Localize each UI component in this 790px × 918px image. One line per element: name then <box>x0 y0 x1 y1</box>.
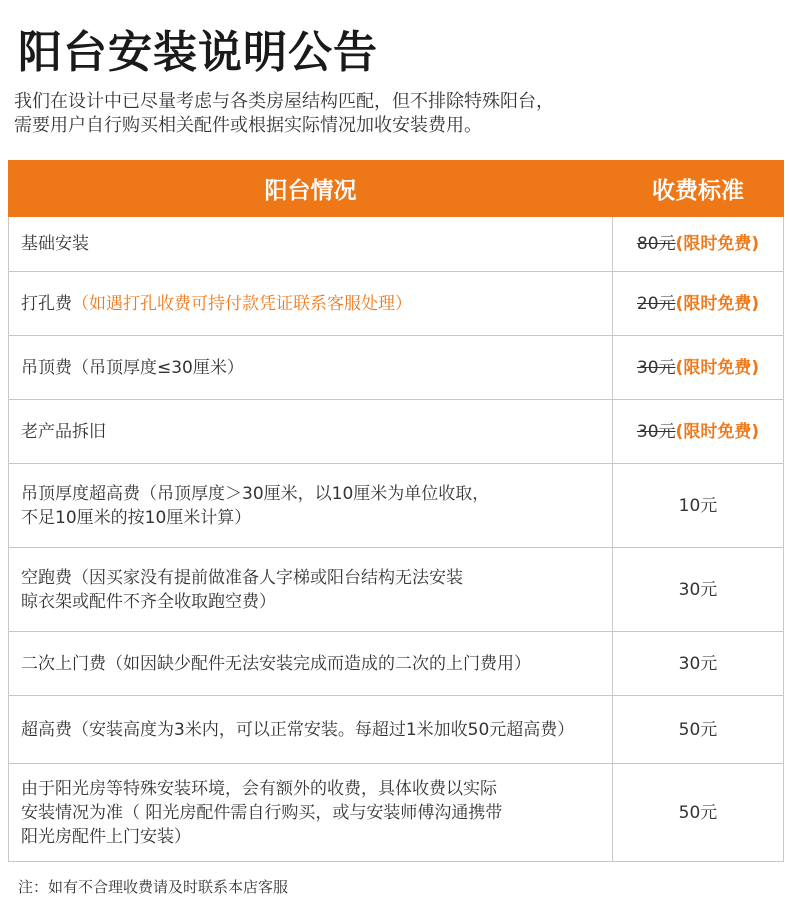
header-item: 阳台情况 <box>9 161 613 217</box>
row-item-text: 老产品拆旧 <box>21 421 106 442</box>
original-price: 80元 <box>636 234 676 254</box>
table-row <box>9 400 784 464</box>
price: 10元 <box>678 495 718 516</box>
row-item <box>9 272 613 336</box>
table-row <box>9 272 784 336</box>
table-row <box>9 632 784 696</box>
header-fee: 收费标准 <box>613 161 784 217</box>
price: 50元 <box>678 802 718 823</box>
free-label: (限时免费) <box>675 234 760 254</box>
row-fee <box>613 272 784 336</box>
footer-note: 注：如有不合理收费请及时联系本店客服 <box>18 878 289 896</box>
table-row <box>9 548 784 632</box>
row-item-text: 超高费（安装高度为3米内，可以正常安装。每超过1米加收50元超高费） <box>21 719 575 740</box>
row-fee <box>613 764 784 862</box>
row-item-line-1: 吊顶厚度超高费（吊顶厚度＞30厘米，以10厘米为单位收取， <box>21 483 490 504</box>
row-fee <box>613 548 784 632</box>
row-item <box>9 764 613 862</box>
table-row <box>9 764 784 862</box>
row-item-text: 吊顶费（吊顶厚度≤30厘米） <box>21 357 244 378</box>
row-item-text: 二次上门费（如因缺少配件无法安装完成而造成的二次的上门费用） <box>21 653 531 674</box>
fee-table <box>8 160 784 862</box>
price: 30元 <box>678 579 718 600</box>
table-row <box>9 336 784 400</box>
intro-line-2: 需要用户自行购买相关配件或根据实际情况加收安装费用。 <box>14 115 482 136</box>
row-item <box>9 217 613 272</box>
row-fee <box>613 400 784 464</box>
intro-line-1: 我们在设计中已尽量考虑与各类房屋结构匹配，但不排除特殊阳台， <box>14 91 554 112</box>
price: 50元 <box>678 719 718 740</box>
row-item <box>9 400 613 464</box>
table-row <box>9 217 784 272</box>
intro-text <box>14 90 784 138</box>
original-price: 20元 <box>636 293 676 314</box>
row-item-line-1: 空跑费（因买家没有提前做准备人字梯或阳台结构无法安装 <box>21 567 463 588</box>
page-title: 阳台安装说明公告 <box>18 27 378 78</box>
row-item-line-3: 阳光房配件上门安装） <box>21 826 191 847</box>
row-item-note: （如遇打孔收费可持付款凭证联系客服处理） <box>72 293 412 314</box>
row-item-line-1: 由于阳光房等特殊安装环境，会有额外的收费，具体收费以实际 <box>21 778 497 799</box>
row-item <box>9 548 613 632</box>
row-item <box>9 464 613 548</box>
row-fee <box>613 336 784 400</box>
row-fee <box>613 696 784 764</box>
free-label: (限时免费) <box>675 357 760 378</box>
original-price: 30元 <box>636 421 676 442</box>
free-label: (限时免费) <box>675 293 760 314</box>
table-row <box>9 696 784 764</box>
original-price: 30元 <box>636 357 676 378</box>
row-fee <box>613 632 784 696</box>
table-row <box>9 464 784 548</box>
row-item-text: 打孔费 <box>21 293 72 314</box>
row-item-line-2: 晾衣架或配件不齐全收取跑空费） <box>21 591 276 612</box>
row-item <box>9 632 613 696</box>
row-fee <box>613 217 784 272</box>
row-item-line-2: 不足10厘米的按10厘米计算） <box>21 507 252 528</box>
table-header-row <box>9 161 784 217</box>
row-fee <box>613 464 784 548</box>
free-label: (限时免费) <box>675 421 760 442</box>
price: 30元 <box>678 653 718 674</box>
row-item <box>9 696 613 764</box>
row-item <box>9 336 613 400</box>
row-item-text: 基础安装 <box>21 234 89 254</box>
row-item-line-2: 安装情况为准（ 阳光房配件需自行购买，或与安装师傅沟通携带 <box>21 802 503 823</box>
